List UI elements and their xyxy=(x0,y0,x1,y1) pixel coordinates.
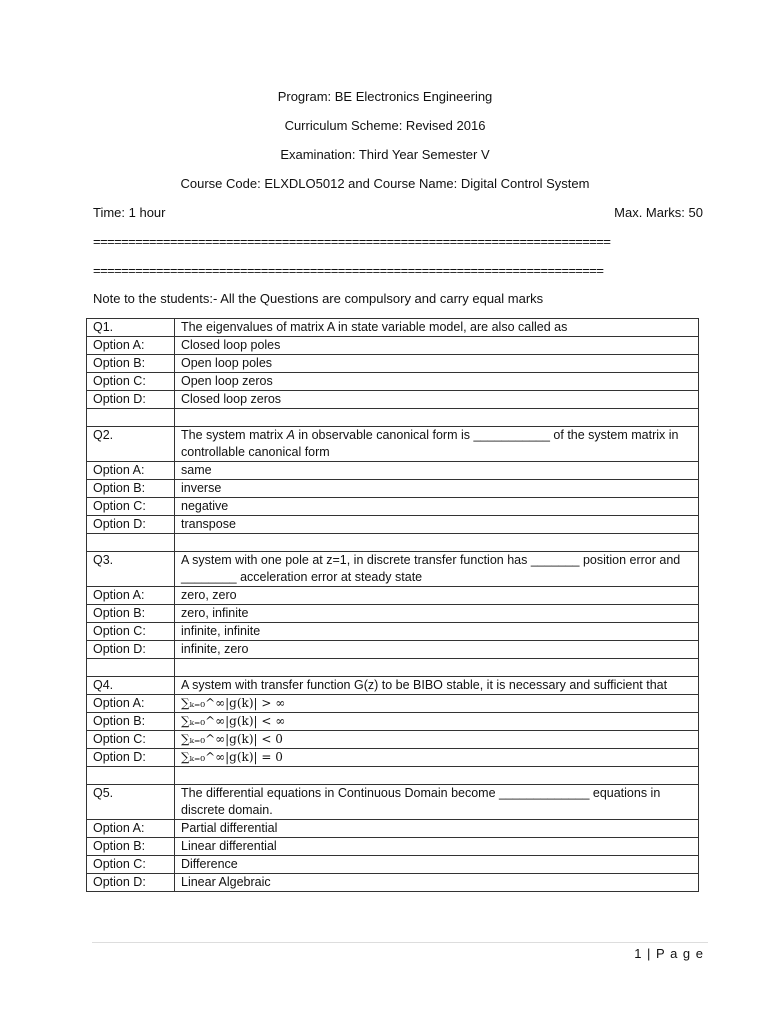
footer-divider xyxy=(92,942,708,943)
option-row xyxy=(87,355,699,373)
option-row xyxy=(87,587,699,605)
option-row xyxy=(87,480,699,498)
question-row xyxy=(87,427,699,462)
option-formula: ∑ₖ₌₀^∞|g(k)| < ∞ xyxy=(175,713,699,731)
option-row xyxy=(87,838,699,856)
question-row xyxy=(87,319,699,337)
option-label: Option C: xyxy=(87,373,175,391)
course-line: Course Code: ELXDLO5012 and Course Name: Digital Control System xyxy=(180,176,590,191)
option-label: Option C: xyxy=(87,856,175,874)
option-row xyxy=(87,749,699,767)
option-label: Option D: xyxy=(87,874,175,892)
option-label: Option A: xyxy=(87,695,175,713)
examination-line: Examination: Third Year Semester V xyxy=(280,147,490,162)
option-label: Option D: xyxy=(87,641,175,659)
option-text: Linear differential xyxy=(175,838,699,856)
option-text: inverse xyxy=(175,480,699,498)
option-label: Option C: xyxy=(87,623,175,641)
option-text: Difference xyxy=(175,856,699,874)
option-label: Option D: xyxy=(87,516,175,534)
option-text: zero, zero xyxy=(175,587,699,605)
option-label: Option C: xyxy=(87,731,175,749)
option-row xyxy=(87,391,699,409)
option-text: zero, infinite xyxy=(175,605,699,623)
question-label: Q3. xyxy=(87,552,175,587)
question-label: Q5. xyxy=(87,785,175,820)
option-row xyxy=(87,641,699,659)
page-number: 1 | P a g e xyxy=(634,946,704,961)
questions-table xyxy=(86,318,699,892)
option-row xyxy=(87,820,699,838)
separator-line: ========================================================================= xyxy=(93,263,604,278)
option-text: Closed loop poles xyxy=(175,337,699,355)
option-text: same xyxy=(175,462,699,480)
option-text: infinite, zero xyxy=(175,641,699,659)
question-label: Q1. xyxy=(87,319,175,337)
option-text: Partial differential xyxy=(175,820,699,838)
question-text: The system matrix A in observable canonical form is ___________ of the system matrix in controllable canonical form xyxy=(175,427,699,462)
question-text: A system with one pole at z=1, in discrete transfer function has _______ position error and ________ acceleration error at steady state xyxy=(175,552,699,587)
option-row xyxy=(87,856,699,874)
option-row xyxy=(87,623,699,641)
program-line: Program: BE Electronics Engineering xyxy=(277,89,493,104)
separator-line: ========================================================================== xyxy=(93,234,611,249)
option-row xyxy=(87,695,699,713)
option-row xyxy=(87,462,699,480)
option-row xyxy=(87,731,699,749)
question-label: Q4. xyxy=(87,677,175,695)
question-text: The eigenvalues of matrix A in state variable model, are also called as xyxy=(175,319,699,337)
time-marks-row xyxy=(93,205,703,220)
option-label: Option A: xyxy=(87,337,175,355)
option-row xyxy=(87,874,699,892)
option-formula: ∑ₖ₌₀^∞|g(k)| < 0 xyxy=(175,731,699,749)
question-text: A system with transfer function G(z) to be BIBO stable, it is necessary and sufficient that xyxy=(175,677,699,695)
option-label: Option B: xyxy=(87,838,175,856)
option-label: Option A: xyxy=(87,462,175,480)
spacer-row xyxy=(87,767,699,785)
option-label: Option A: xyxy=(87,587,175,605)
option-label: Option C: xyxy=(87,498,175,516)
question-text: The differential equations in Continuous Domain become _____________ equations in discrete domain. xyxy=(175,785,699,820)
option-row xyxy=(87,516,699,534)
option-label: Option A: xyxy=(87,820,175,838)
option-formula: ∑ₖ₌₀^∞|g(k)| = 0 xyxy=(175,749,699,767)
option-text: Open loop zeros xyxy=(175,373,699,391)
option-text: infinite, infinite xyxy=(175,623,699,641)
note-to-students: Note to the students:- All the Questions are compulsory and carry equal marks xyxy=(93,291,544,306)
question-row xyxy=(87,677,699,695)
spacer-row xyxy=(87,409,699,427)
option-label: Option B: xyxy=(87,355,175,373)
option-label: Option B: xyxy=(87,713,175,731)
option-label: Option B: xyxy=(87,605,175,623)
max-marks-label: Max. Marks: 50 xyxy=(614,205,703,220)
option-text: Closed loop zeros xyxy=(175,391,699,409)
option-label: Option D: xyxy=(87,749,175,767)
option-formula: ∑ₖ₌₀^∞|g(k)| > ∞ xyxy=(175,695,699,713)
option-row xyxy=(87,498,699,516)
question-row xyxy=(87,785,699,820)
option-text: transpose xyxy=(175,516,699,534)
spacer-row xyxy=(87,659,699,677)
spacer-row xyxy=(87,534,699,552)
option-label: Option D: xyxy=(87,391,175,409)
option-row xyxy=(87,605,699,623)
option-row xyxy=(87,373,699,391)
option-row xyxy=(87,713,699,731)
option-text: Linear Algebraic xyxy=(175,874,699,892)
question-label: Q2. xyxy=(87,427,175,462)
scheme-line: Curriculum Scheme: Revised 2016 xyxy=(284,118,486,133)
option-row xyxy=(87,337,699,355)
option-text: negative xyxy=(175,498,699,516)
question-row xyxy=(87,552,699,587)
option-label: Option B: xyxy=(87,480,175,498)
time-label: Time: 1 hour xyxy=(93,205,166,220)
option-text: Open loop poles xyxy=(175,355,699,373)
